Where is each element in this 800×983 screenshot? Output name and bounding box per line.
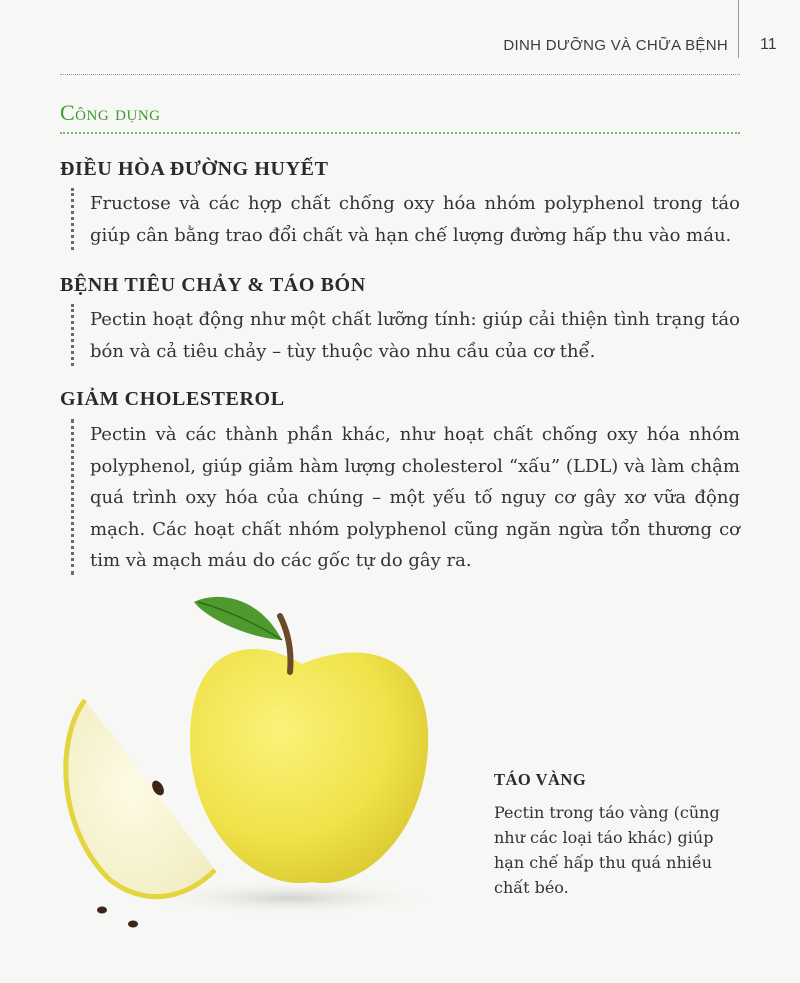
paragraph-blood-sugar: Fructose và các hợp chất chống oxy hóa nhóm polyphenol trong táo giúp cân bằng trao đổi chất và hạn chế lượng đường hấp thu vào máu. — [90, 193, 740, 246]
section-title: Công dụng — [60, 100, 161, 125]
heading-blood-sugar: ĐIỀU HÒA ĐƯỜNG HUYẾT — [60, 158, 329, 180]
heading-cholesterol: GIẢM CHOLESTEROL — [60, 388, 285, 410]
paragraph-dot-marker — [71, 188, 74, 250]
paragraph-dot-marker — [71, 304, 74, 366]
apple-seed — [128, 921, 138, 928]
caption-title: TÁO VÀNG — [494, 770, 587, 789]
running-header: DINH DƯỠNG VÀ CHỮA BỆNH — [503, 37, 728, 54]
header-divider — [738, 0, 739, 58]
apple-leaf — [194, 597, 282, 640]
page-number: 11 — [760, 36, 777, 53]
paragraph-cholesterol: Pectin và các thành phần khác, như hoạt chất chống oxy hóa nhóm polyphenol, giúp giảm hàm lượng cholesterol “xấu” (LDL) và làm chậm quá trình oxy hóa của chúng – một yếu tố nguy cơ gây xơ vữa động mạch. Các hoạt chất nhóm polyphenol cũng ngăn ngừa tổn thương cơ tim và mạch máu do các gốc tự do gây ra. — [90, 424, 740, 571]
heading-digestion: BỆNH TIÊU CHẢY & TÁO BÓN — [60, 274, 366, 296]
paragraph-dot-marker — [71, 419, 74, 575]
paragraph-digestion: Pectin hoạt động như một chất lưỡng tính: giúp cải thiện tình trạng táo bón và cả tiêu chảy – tùy thuộc vào nhu cầu của cơ thể. — [90, 309, 740, 362]
apple-body — [190, 649, 428, 883]
yellow-apple-illustration — [40, 580, 460, 940]
section-dotted-rule — [60, 132, 740, 134]
apple-seed — [97, 907, 107, 914]
header-dotted-rule — [60, 74, 740, 75]
caption-text: Pectin trong táo vàng (cũng như các loại táo khác) giúp hạn chế hấp thu quá nhiều chất béo. — [494, 803, 720, 897]
